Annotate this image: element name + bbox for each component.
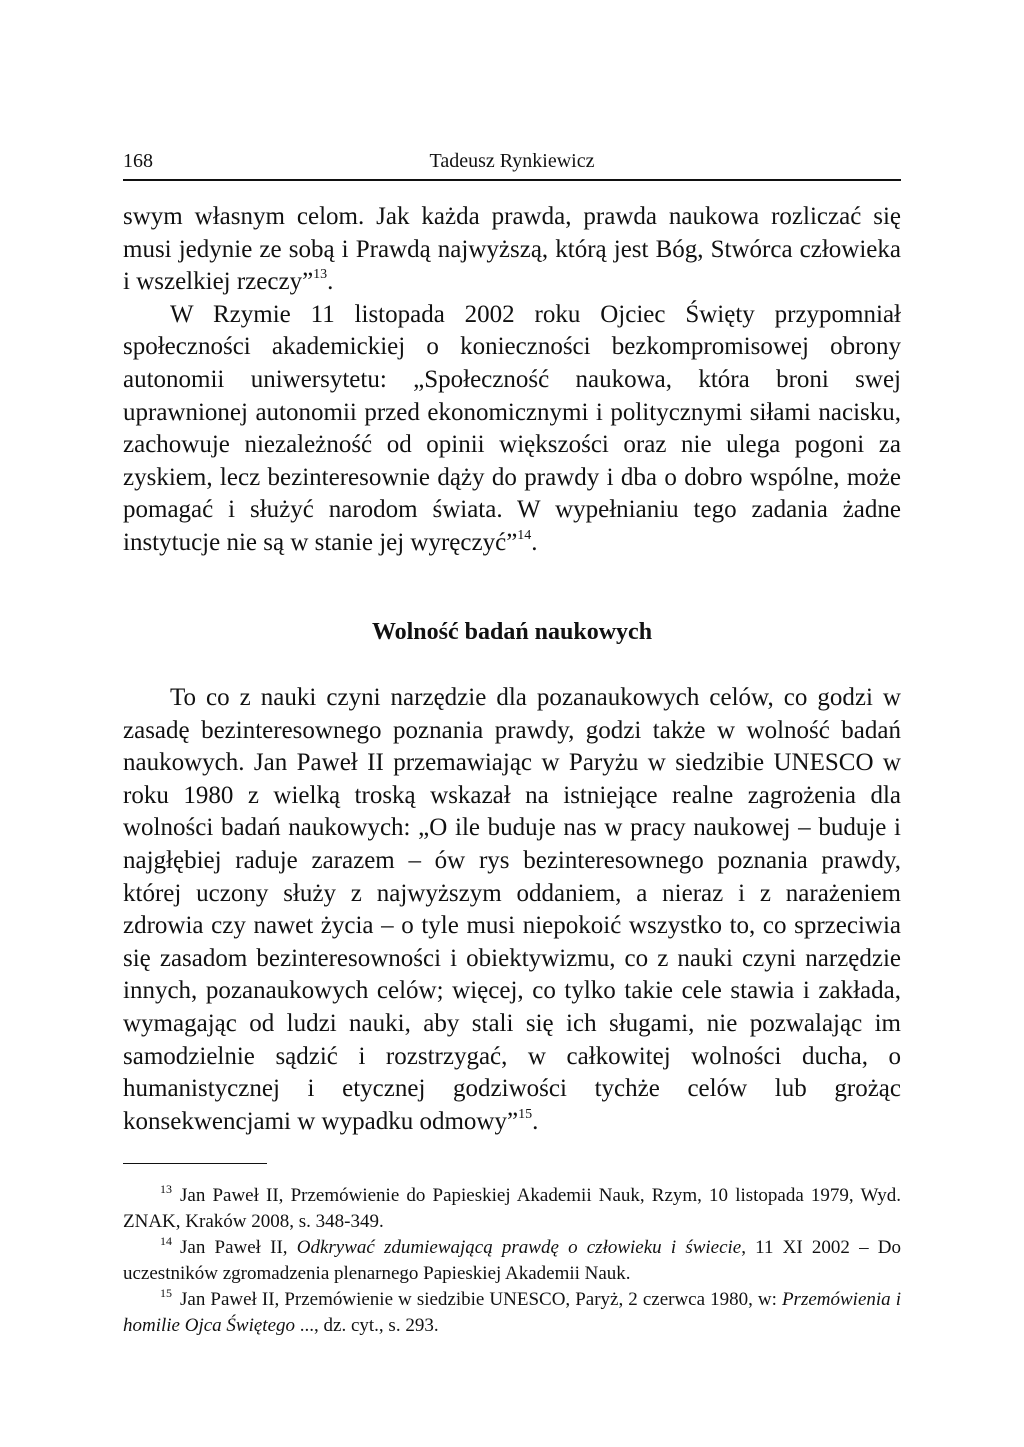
paragraph xyxy=(123,299,901,560)
footnote-text: Jan Paweł II, xyxy=(180,1237,297,1259)
footnote-ref: 13 xyxy=(313,267,328,283)
footnote xyxy=(123,1235,901,1286)
paragraph-end-punct: . xyxy=(532,1107,539,1135)
paragraph xyxy=(123,682,901,1138)
footnote-number: 13 xyxy=(160,1182,172,1196)
section-heading: Wolność badań naukowych xyxy=(371,619,653,645)
paragraph-text: W Rzymie 11 listopada 2002 roku Ojciec Święty przypomniał społeczności akademickiej o konieczności bezkompromisowej obrony autonomii uniwersytetu: „Społeczność naukowa, która broni swej uprawnionej autonomii przed ekonomicznymi i politycznymi siłami nacisku, zachowuje niezależność od opinii większości oraz nie ulega pogoni za zyskiem, lecz bezinteresownie dąży do prawdy i dba o dobro wspólne, może pomagać i służyć narodom świata. W wypełnianiu tego zadania żadne instytucje nie są w stanie jej wyręczyć” xyxy=(123,300,901,556)
footnotes xyxy=(123,1183,901,1340)
running-title: Tadeusz Rynkiewicz xyxy=(429,150,595,172)
footnote xyxy=(123,1183,901,1234)
page-number: 168 xyxy=(123,150,153,172)
paragraph-end-punct: . xyxy=(531,528,538,556)
footnote-italic-title: Odkrywać zdumiewającą prawdę o człowieku i świecie xyxy=(296,1237,742,1259)
paragraph xyxy=(123,201,901,299)
footnote-separator xyxy=(123,1163,267,1164)
paragraph-text: To co z nauki czyni narzędzie dla pozanaukowych celów, co godzi w zasadę bezinteresownego poznania prawdy, godzi także w wolność badań naukowych. Jan Paweł II przemawiając w Paryżu w siedzibie UNESCO w roku 1980 z wielką troską wskazał na istniejące realne zagrożenia dla wolności badań naukowych: „O ile buduje nas w pracy naukowej – buduje i najgłębiej raduje zarazem – ów rys bezinteresownego poznania prawdy, której uczony służy z najwyższym oddaniem, a nieraz i z narażeniem zdrowia czy nawet życia – o tyle musi niepokoić wszystko to, co sprzeciwia się zasadom bezinteresowności i obiektywizmu, co z nauki czyni narzędzie innych, pozanaukowych celów; więcej, co tylko takie cele stawia i zakłada, wymagając od ludzi nauki, aby stali się ich sługami, nie pozwalając im samodzielnie sądzić i rozstrzygać, w całkowitej wolności ducha, o humanistycznej i etycznej godziwości tychże celów lub grożąc konsekwencjami w wypadku odmowy” xyxy=(123,684,901,1135)
footnote-italic-title: Przemówienia i homilie Ojca Świętego xyxy=(123,1289,901,1336)
running-header xyxy=(123,148,901,174)
body-text-block-2 xyxy=(123,682,901,1138)
body-text-block-1 xyxy=(123,201,901,560)
footnote-text-after: , 11 XI 2002 – Do uczestników zgromadzenia plenarnego Papieskiej Akademii Nauk. xyxy=(123,1237,901,1284)
paragraph-text: swym własnym celom. Jak każda prawda, prawda naukowa rozliczać się musi jedynie ze sobą i Prawdą najwyższą, którą jest Bóg, Stwórca człowieka i wszelkiej rzeczy” xyxy=(123,203,901,296)
paragraph-end-punct: . xyxy=(327,268,334,296)
book-page xyxy=(123,0,901,1447)
header-rule xyxy=(123,179,901,181)
footnote xyxy=(123,1287,901,1338)
footnote-number: 14 xyxy=(160,1234,172,1249)
footnote-text-after: ..., dz. cyt., s. 293. xyxy=(295,1314,439,1336)
footnote-text: Jan Paweł II, Przemówienie do Papieskiej Akademii Nauk, Rzym, 10 listopada 1979, Wyd. ZNAK, Kraków 2008, s. 348-349. xyxy=(123,1185,901,1232)
footnote-ref: 14 xyxy=(517,527,532,543)
footnote-ref: 15 xyxy=(518,1106,533,1122)
footnote-text: Jan Paweł II, Przemówienie w siedzibie UNESCO, Paryż, 2 czerwca 1980, w: xyxy=(180,1289,782,1311)
footnote-number: 15 xyxy=(160,1286,172,1301)
